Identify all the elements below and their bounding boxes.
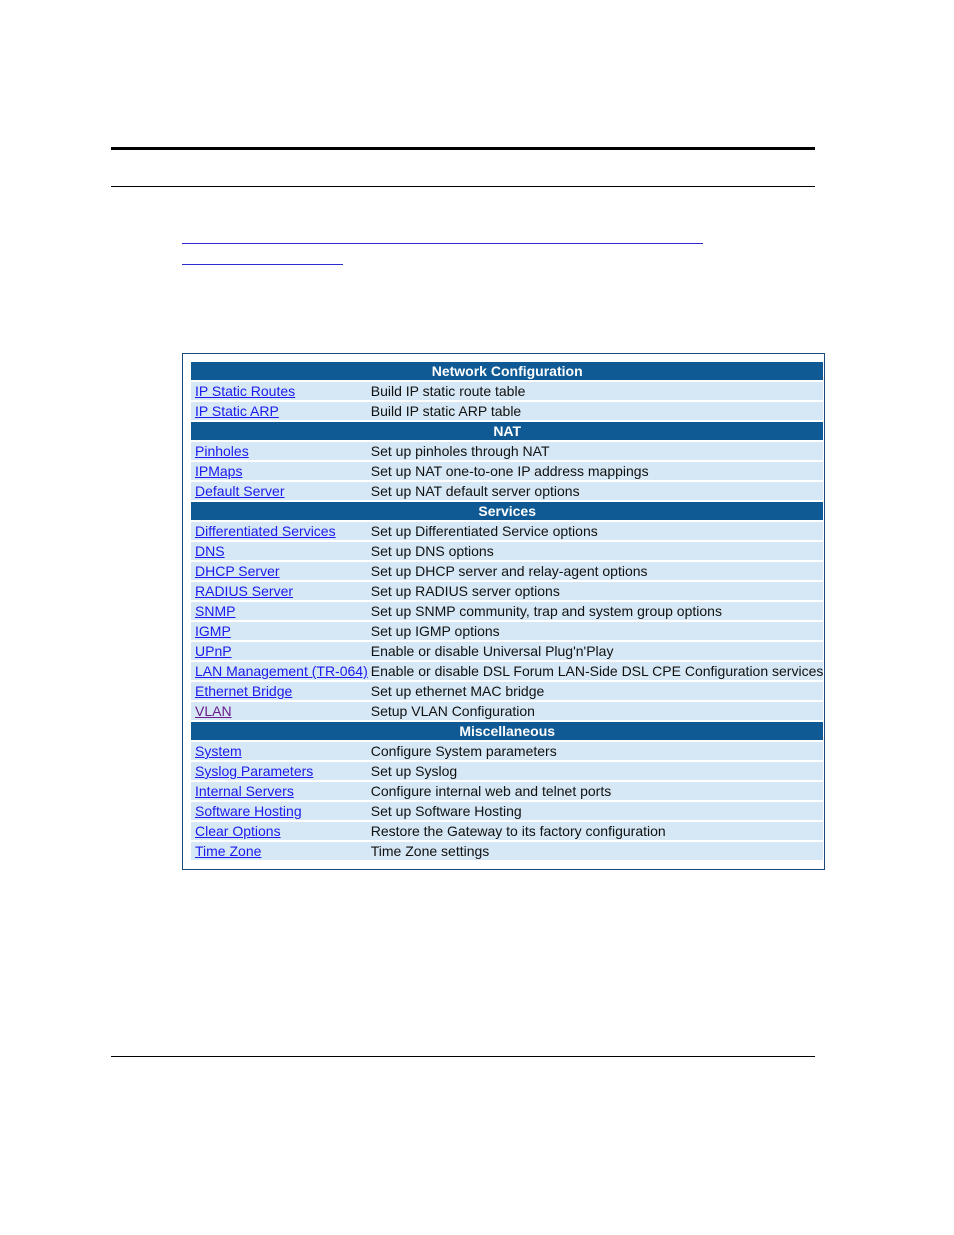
menu-link-radius-server[interactable]: RADIUS Server	[195, 583, 294, 599]
menu-row-differentiated-services	[191, 522, 823, 540]
menu-description: Set up RADIUS server options	[368, 582, 824, 600]
menu-description: Set up Software Hosting	[368, 802, 824, 820]
section-header-miscellaneous	[191, 722, 823, 740]
menu-description: Enable or disable DSL Forum LAN-Side DSL CPE Configuration services	[368, 662, 824, 680]
menu-row-system	[191, 742, 823, 760]
section-header-network-configuration	[191, 362, 823, 380]
advanced-menu-table	[191, 360, 823, 862]
menu-row-default-server	[191, 482, 823, 500]
menu-row-upnp	[191, 642, 823, 660]
menu-link-upnp[interactable]: UPnP	[195, 643, 232, 659]
menu-link-differentiated-services[interactable]: Differentiated Services	[195, 523, 336, 539]
menu-link-cell	[191, 822, 368, 840]
menu-link-lan-management-tr-064[interactable]: LAN Management (TR-064)	[195, 663, 368, 679]
section-title: Network Configuration	[191, 362, 823, 380]
menu-link-cell	[191, 402, 368, 420]
menu-row-dns	[191, 542, 823, 560]
menu-link-cell	[191, 622, 368, 640]
menu-row-internal-servers	[191, 782, 823, 800]
menu-row-snmp	[191, 602, 823, 620]
menu-link-software-hosting[interactable]: Software Hosting	[195, 803, 302, 819]
menu-description: Configure internal web and telnet ports	[368, 782, 824, 800]
top-rule-thin	[111, 186, 815, 187]
menu-description: Set up Syslog	[368, 762, 824, 780]
menu-description: Enable or disable Universal Plug'n'Play	[368, 642, 824, 660]
menu-description: Set up ethernet MAC bridge	[368, 682, 824, 700]
menu-link-ip-static-arp[interactable]: IP Static ARP	[195, 403, 279, 419]
menu-description: Set up IGMP options	[368, 622, 824, 640]
menu-link-igmp[interactable]: IGMP	[195, 623, 231, 639]
menu-description: Build IP static ARP table	[368, 402, 824, 420]
hyperlink-underline[interactable]	[182, 264, 343, 265]
menu-link-cell	[191, 842, 368, 860]
menu-description: Set up SNMP community, trap and system group options	[368, 602, 824, 620]
menu-row-software-hosting	[191, 802, 823, 820]
menu-description: Setup VLAN Configuration	[368, 702, 824, 720]
menu-row-igmp	[191, 622, 823, 640]
menu-link-cell	[191, 802, 368, 820]
menu-link-dhcp-server[interactable]: DHCP Server	[195, 563, 280, 579]
menu-row-ip-static-arp	[191, 402, 823, 420]
menu-link-pinholes[interactable]: Pinholes	[195, 443, 249, 459]
menu-link-cell	[191, 762, 368, 780]
menu-description: Restore the Gateway to its factory configuration	[368, 822, 824, 840]
menu-link-snmp[interactable]: SNMP	[195, 603, 236, 619]
menu-row-dhcp-server	[191, 562, 823, 580]
menu-description: Set up NAT one-to-one IP address mappings	[368, 462, 824, 480]
menu-row-ethernet-bridge	[191, 682, 823, 700]
menu-row-pinholes	[191, 442, 823, 460]
menu-link-cell	[191, 782, 368, 800]
menu-description: Set up pinholes through NAT	[368, 442, 824, 460]
bottom-rule	[111, 1056, 815, 1057]
menu-link-internal-servers[interactable]: Internal Servers	[195, 783, 294, 799]
menu-row-radius-server	[191, 582, 823, 600]
menu-link-cell	[191, 442, 368, 460]
menu-link-clear-options[interactable]: Clear Options	[195, 823, 281, 839]
menu-link-ipmaps[interactable]: IPMaps	[195, 463, 243, 479]
menu-row-syslog-parameters	[191, 762, 823, 780]
hyperlink-underline[interactable]	[182, 243, 703, 244]
menu-description: Set up NAT default server options	[368, 482, 824, 500]
section-title: Miscellaneous	[191, 722, 823, 740]
menu-link-cell	[191, 702, 368, 720]
advanced-menu-panel	[182, 353, 825, 870]
menu-description: Set up DNS options	[368, 542, 824, 560]
menu-link-cell	[191, 742, 368, 760]
menu-link-cell	[191, 542, 368, 560]
menu-row-ip-static-routes	[191, 382, 823, 400]
menu-link-cell	[191, 662, 368, 680]
menu-description: Build IP static route table	[368, 382, 824, 400]
menu-link-vlan[interactable]: VLAN	[195, 703, 232, 719]
menu-link-cell	[191, 562, 368, 580]
menu-description: Configure System parameters	[368, 742, 824, 760]
menu-row-vlan	[191, 702, 823, 720]
menu-link-system[interactable]: System	[195, 743, 242, 759]
section-header-services	[191, 502, 823, 520]
menu-link-cell	[191, 522, 368, 540]
menu-link-cell	[191, 642, 368, 660]
menu-description: Set up Differentiated Service options	[368, 522, 824, 540]
menu-description: Set up DHCP server and relay-agent options	[368, 562, 824, 580]
menu-link-cell	[191, 462, 368, 480]
menu-link-cell	[191, 482, 368, 500]
menu-link-ip-static-routes[interactable]: IP Static Routes	[195, 383, 296, 399]
menu-link-time-zone[interactable]: Time Zone	[195, 843, 262, 859]
menu-link-cell	[191, 602, 368, 620]
top-rule-thick	[111, 147, 815, 150]
menu-link-dns[interactable]: DNS	[195, 543, 225, 559]
menu-description: Time Zone settings	[368, 842, 824, 860]
menu-row-time-zone	[191, 842, 823, 860]
section-title: Services	[191, 502, 823, 520]
menu-link-syslog-parameters[interactable]: Syslog Parameters	[195, 763, 314, 779]
menu-row-lan-management-tr-064	[191, 662, 823, 680]
menu-row-ipmaps	[191, 462, 823, 480]
menu-link-cell	[191, 582, 368, 600]
section-title: NAT	[191, 422, 823, 440]
menu-link-default-server[interactable]: Default Server	[195, 483, 285, 499]
menu-row-clear-options	[191, 822, 823, 840]
menu-link-ethernet-bridge[interactable]: Ethernet Bridge	[195, 683, 293, 699]
menu-link-cell	[191, 382, 368, 400]
section-header-nat	[191, 422, 823, 440]
menu-link-cell	[191, 682, 368, 700]
